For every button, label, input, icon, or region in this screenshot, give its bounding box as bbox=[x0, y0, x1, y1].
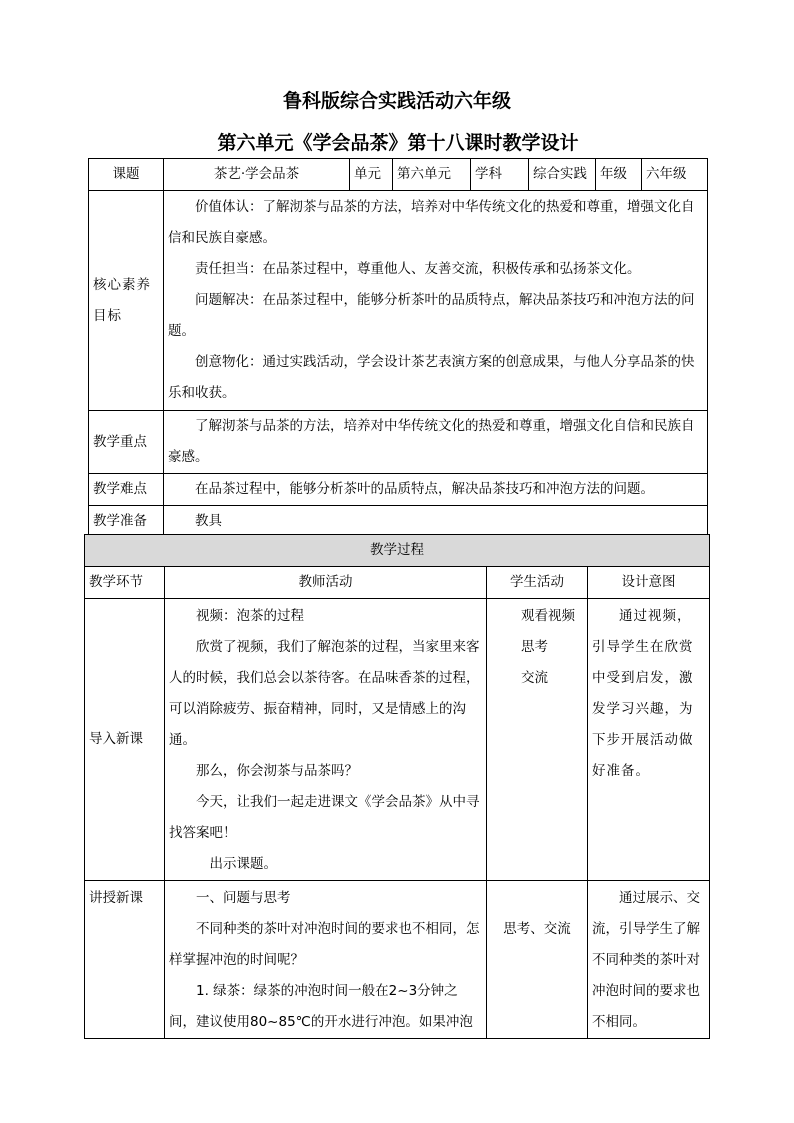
core-goal-item: 创意物化：通过实践活动，学会设计茶艺表演方案的创意成果，与他人分享品茶的快乐和收获。 bbox=[168, 354, 695, 401]
core-goal-item: 价值体认：了解沏茶与品茶的方法，培养对中华传统文化的热爱和尊重，增强文化自信和民族自豪感。 bbox=[168, 199, 695, 246]
lesson-value: 茶艺·学会品茶 bbox=[164, 159, 350, 191]
unit-value: 第六单元 bbox=[393, 159, 471, 191]
design-intent bbox=[588, 599, 710, 881]
document-title: 鲁科版综合实践活动六年级 bbox=[282, 90, 511, 112]
student-line: 观看视频 bbox=[521, 608, 575, 624]
subject-value: 综合实践 bbox=[529, 159, 596, 191]
design-intent bbox=[588, 881, 710, 1039]
subject-label: 学科 bbox=[471, 159, 529, 191]
teacher-line: 不同种类的茶叶对冲泡时间的要求也不相同，怎样掌握冲泡的时间呢？ bbox=[169, 921, 480, 968]
difficulty-label: 教学难点 bbox=[89, 474, 164, 506]
student-line: 思考、交流 bbox=[503, 921, 571, 937]
teacher-line: 视频：泡茶的过程 bbox=[196, 608, 304, 624]
intent-text: 通过展示、交流，引导学生了解不同种类的茶叶对冲泡时间的要求也不相同。 bbox=[592, 890, 700, 1030]
core-goal-item: 责任担当：在品茶过程中，尊重他人、友善交流，积极传承和弘扬茶文化。 bbox=[195, 261, 641, 277]
core-goal-item: 问题解决：在品茶过程中，能够分析茶叶的品质特点，解决品茶技巧和冲泡方法的问题。 bbox=[168, 292, 695, 339]
table-row bbox=[85, 599, 710, 881]
difficulty-text: 在品茶过程中，能够分析茶叶的品质特点，解决品茶技巧和冲泡方法的问题。 bbox=[195, 481, 654, 497]
lesson-label: 课题 bbox=[89, 159, 164, 191]
table-row bbox=[85, 881, 710, 1039]
header-intent: 设计意图 bbox=[588, 567, 710, 599]
key-point-label: 教学重点 bbox=[89, 411, 164, 474]
process-table bbox=[84, 534, 710, 1039]
student-activity bbox=[487, 599, 588, 881]
student-activity bbox=[487, 881, 588, 1039]
teacher-activity bbox=[165, 599, 487, 881]
grade-value: 六年级 bbox=[642, 159, 708, 191]
teacher-line: 出示课题。 bbox=[209, 856, 277, 872]
student-line: 交流 bbox=[521, 670, 548, 686]
prep-label: 教学准备 bbox=[89, 506, 164, 538]
unit-label: 单元 bbox=[350, 159, 393, 191]
teacher-line: 今天，让我们一起走进课文《学会品茶》从中寻找答案吧！ bbox=[169, 794, 480, 841]
stage-cell: 讲授新课 bbox=[85, 881, 165, 1039]
header-stage: 教学环节 bbox=[85, 567, 165, 599]
teacher-line: 1. 绿茶：绿茶的冲泡时间一般在2~3分钟之间，建议使用80~85℃的开水进行冲泡。如果冲泡 bbox=[169, 983, 473, 1030]
header-teacher: 教师活动 bbox=[165, 567, 487, 599]
core-goals-label: 核心素养目标 bbox=[89, 191, 164, 411]
teacher-line: 欣赏了视频，我们了解泡茶的过程，当家里来客人的时候，我们总会以茶待客。在品味香茶的过程，可以消除疲劳、振奋精神，同时，又是情感上的沟通。 bbox=[169, 639, 480, 748]
header-student: 学生活动 bbox=[487, 567, 588, 599]
prep-text: 教具 bbox=[195, 513, 222, 529]
student-line: 思考 bbox=[521, 639, 548, 655]
grade-label: 年级 bbox=[596, 159, 642, 191]
key-point-text: 了解沏茶与品茶的方法，培养对中华传统文化的热爱和尊重，增强文化自信和民族自豪感。 bbox=[168, 418, 695, 465]
process-title: 教学过程 bbox=[85, 535, 710, 567]
teacher-activity bbox=[165, 881, 487, 1039]
teacher-line: 一、问题与思考 bbox=[196, 890, 291, 906]
info-table bbox=[88, 158, 708, 538]
teacher-line: 那么，你会沏茶与品茶吗？ bbox=[196, 763, 358, 779]
core-goals bbox=[164, 191, 708, 411]
intent-text: 通过视频，引导学生在欣赏中受到启发，激发学习兴趣，为下步开展活动做好准备。 bbox=[592, 608, 694, 779]
stage-cell: 导入新课 bbox=[85, 599, 165, 881]
document-subtitle: 第六单元《学会品茶》第十八课时教学设计 bbox=[217, 132, 579, 154]
